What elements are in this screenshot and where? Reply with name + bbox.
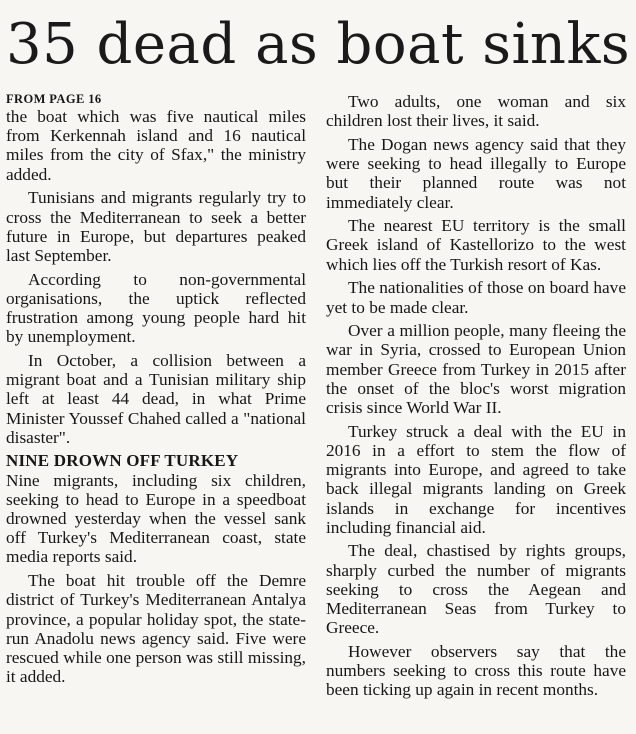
paragraph: The Dogan news agency said that they were seeking to head illegally to Europe but their planned route was not immediately clear. — [326, 134, 626, 212]
paragraph: The nearest EU territory is the small Greek island of Kastellorizo to the west which lies off the Turkish resort of Kas. — [326, 216, 626, 274]
paragraph: Over a million people, many fleeing the war in Syria, crossed to European Union member Greece from Turkey in 2015 after the onset of the bloc's worst migration crisis since World War II. — [326, 321, 626, 418]
article-column-right — [326, 92, 626, 704]
paragraph: Two adults, one woman and six children lost their lives, it said. — [326, 92, 626, 131]
continued-from-label: FROM PAGE 16 — [6, 92, 102, 106]
paragraph: According to non-governmental organisations, the uptick reflected frustration among young people hard hit by unemployment. — [6, 269, 306, 347]
paragraph: In October, a collision between a migrant boat and a Tunisian military ship left at least 44 dead, in what Prime Minister Youssef Chahed called a "national disaster". — [6, 350, 306, 447]
paragraph: The boat hit trouble off the Demre district of Turkey's Mediterranean Antalya province, a popular holiday spot, the state-run Anadolu news agency said. Five were rescued while one person was still missing, it added. — [6, 571, 306, 687]
paragraph: The deal, chastised by rights groups, sharply curbed the number of migrants seeking to cross the Aegean and Mediterranean Seas from Turkey to Greece. — [326, 541, 626, 638]
paragraph: Tunisians and migrants regularly try to cross the Mediterranean to seek a better future in Europe, but departures peaked last September. — [6, 188, 306, 265]
paragraph: The nationalities of those on board have yet to be made clear. — [326, 278, 626, 317]
article-column-left — [6, 92, 306, 691]
lead-paragraph: the boat which was five nautical miles from Kerkennah island and 16 nautical miles from the city of Sfax," the ministry added. — [6, 107, 306, 184]
headline: 35 dead as boat sinks — [6, 12, 631, 77]
paragraph: However observers say that the numbers seeking to cross this route have been ticking up again in recent months. — [326, 641, 626, 700]
paragraph: Turkey struck a deal with the EU in 2016 in a effort to stem the flow of migrants into Europe, and agreed to take back illegal migrants landing on Greek islands in exchange for incentives including financial aid. — [326, 421, 626, 537]
sub-lead-paragraph: Nine migrants, including six children, seeking to head to Europe in a speedboat drowned yesterday when the vessel sank off Turkey's Mediterranean coast, state media reports said. — [6, 470, 306, 567]
subheading: NINE DROWN OFF TURKEY — [6, 451, 239, 471]
